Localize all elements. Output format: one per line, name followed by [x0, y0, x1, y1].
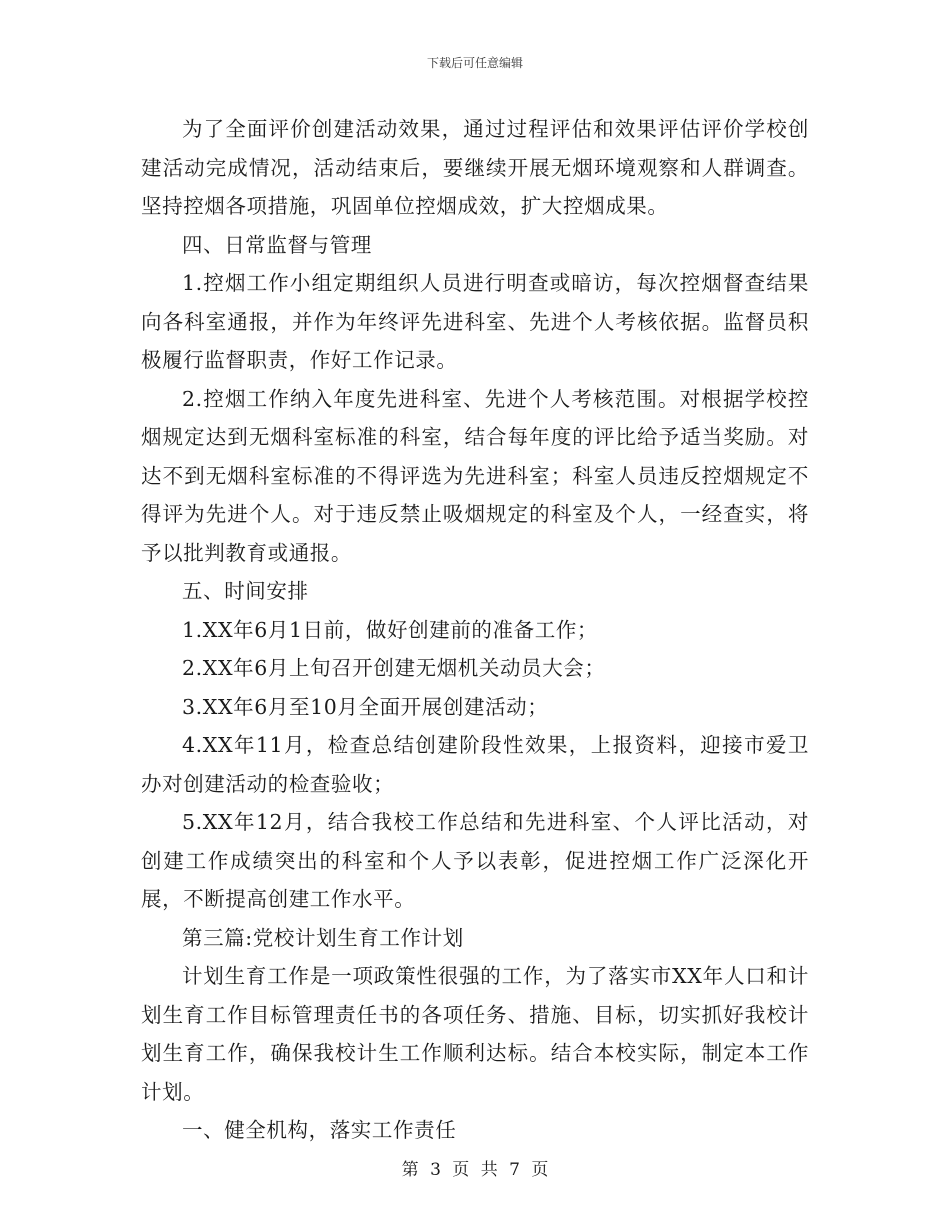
- paragraph-evaluation: 为了全面评价创建活动效果，通过过程评估和效果评估评价学校创建活动完成情况，活动结束后，要继续开展无烟环境观察和人群调查。坚持控烟各项措施，巩固单位控烟成效，扩大控烟成果。: [141, 117, 809, 218]
- chapter-heading-3: 第三篇:党校计划生育工作计划: [182, 925, 464, 950]
- page-header-note: 下载后可任意编辑: [426, 56, 523, 70]
- schedule-item-1: 1.XX年6月1日前，做好创建前的准备工作；: [182, 617, 599, 642]
- section-heading-schedule: 五、时间安排: [182, 579, 309, 603]
- schedule-item-4: 4.XX年11月，检查总结创建阶段性效果，上报资料，迎接市爱卫办对创建活动的检查验收；: [141, 733, 809, 796]
- paragraph-supervision-1: 1.控烟工作小组定期组织人员进行明查或暗访，每次控烟督查结果向各科室通报，并作为年终评先进科室、先进个人考核依据。监督员积极履行监督职责，作好工作记录。: [141, 271, 809, 372]
- schedule-item-3: 3.XX年6月至10月全面开展创建活动；: [182, 694, 549, 719]
- section-heading-supervision: 四、日常监督与管理: [182, 232, 372, 257]
- paragraph-supervision-2: 2.控烟工作纳入年度先进科室、先进个人考核范围。对根据学校控烟规定达到无烟科室标准的科室，结合每年度的评比给予适当奖励。对达不到无烟科室标准的不得评选为先进科室；科室人员违反控烟规定不得评为先进个人。对于违反禁止吸烟规定的科室及个人，一经查实，将予以批判教育或通报。: [141, 386, 809, 565]
- schedule-item-2: 2.XX年6月上旬召开创建无烟机关动员大会；: [182, 656, 606, 680]
- document-body: [141, 110, 809, 1150]
- schedule-item-5: 5.XX年12月，结合我校工作总结和先进科室、个人评比活动，对创建工作成绩突出的科室和个人予以表彰，促进控烟工作广泛深化开展，不断提高创建工作水平。: [141, 810, 809, 911]
- paragraph-family-planning-intro: 计划生育工作是一项政策性很强的工作，为了落实市XX年人口和计划生育工作目标管理责任书的各项任务、措施、目标，切实抓好我校计划生育工作，确保我校计生工作顺利达标。结合本校实际，制定本工作计划。: [141, 964, 809, 1104]
- section-heading-organization: 一、健全机构，落实工作责任: [182, 1118, 457, 1142]
- page-number-footer: 第 3 页 共 7 页: [401, 1160, 549, 1180]
